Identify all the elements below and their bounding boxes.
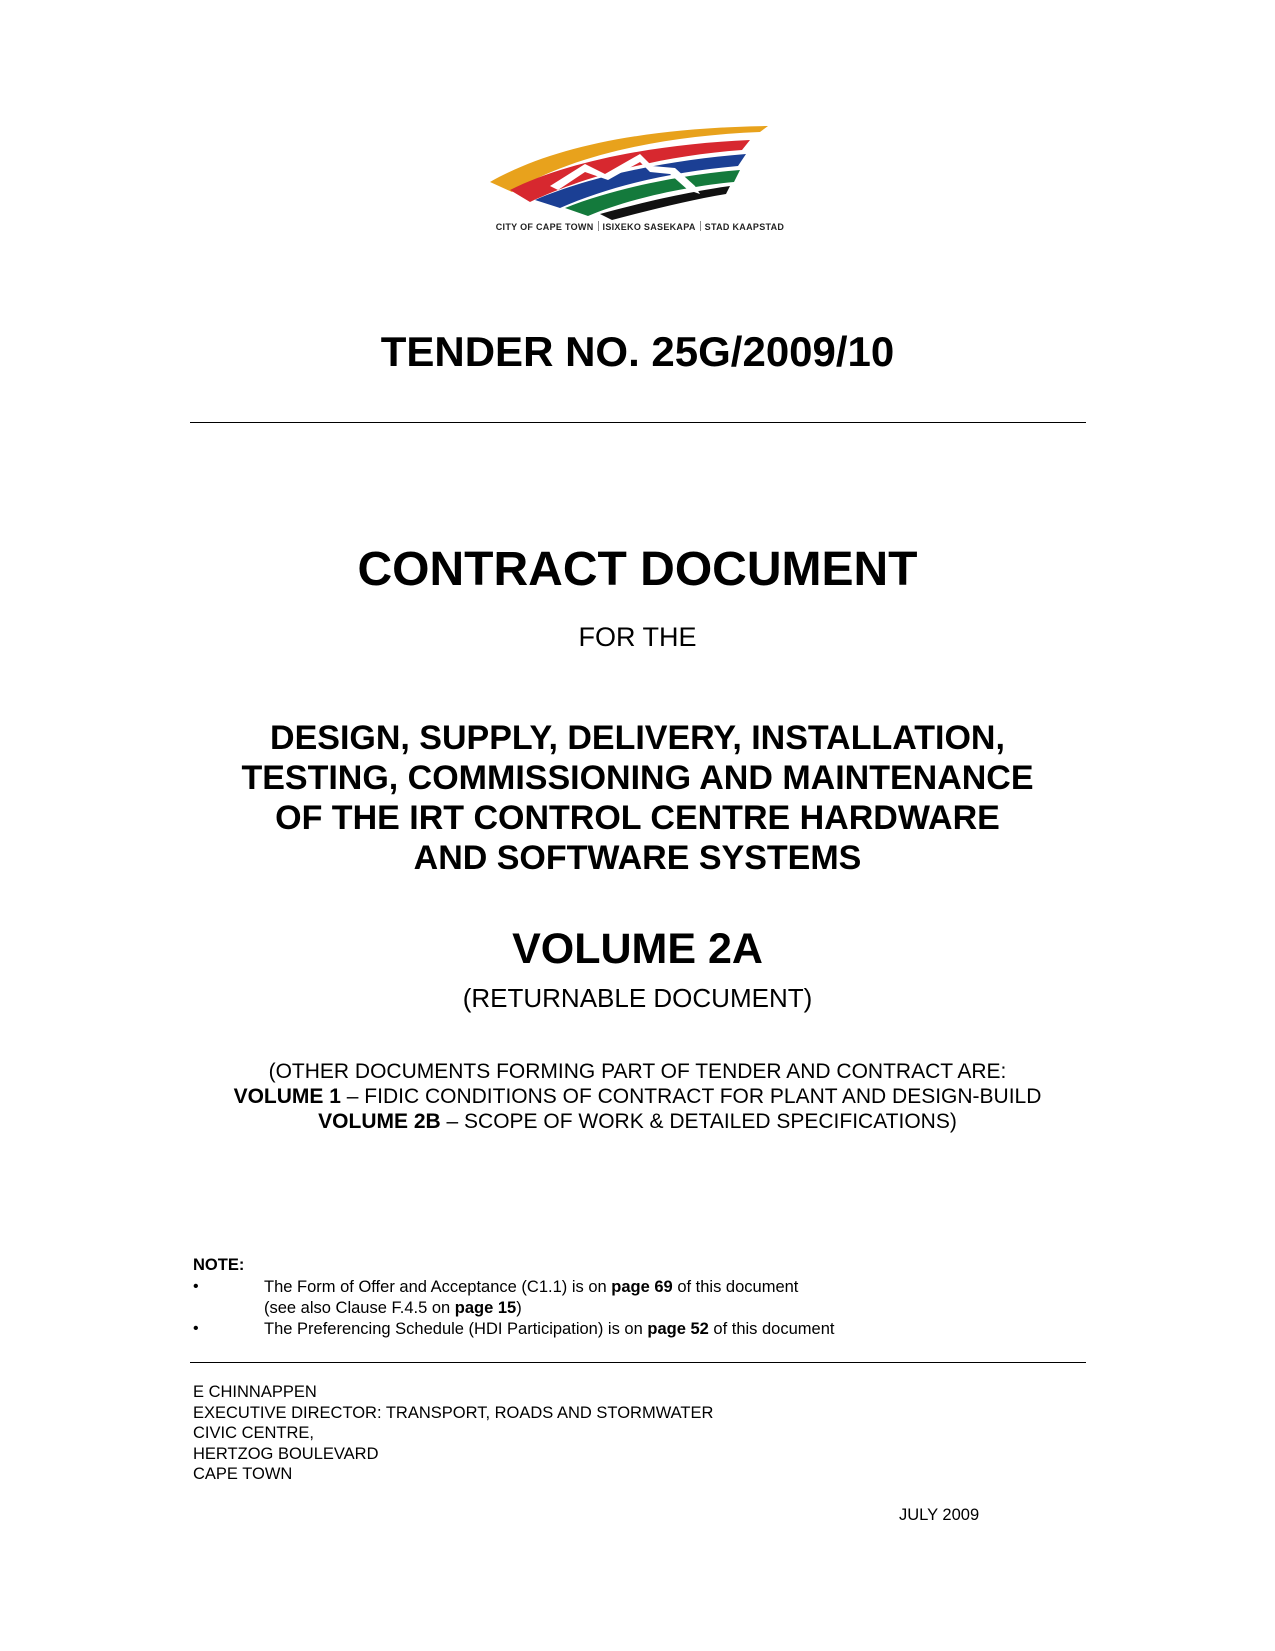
tender-number: TENDER NO. 25G/2009/10: [380, 328, 895, 375]
volume-subtitle: (RETURNABLE DOCUMENT): [462, 983, 813, 1013]
document-title: CONTRACT DOCUMENT: [357, 543, 918, 596]
address-line: CAPE TOWN: [193, 1465, 293, 1484]
project-description: [0, 718, 1275, 878]
note-item-continuation: (see also Clause F.4.5 on page 15): [264, 1299, 522, 1317]
bullet-icon: •: [193, 1278, 199, 1295]
for-the-label: FOR THE: [578, 622, 697, 652]
document-date: JULY 2009: [899, 1506, 980, 1524]
other-doc-item: VOLUME 1 – FIDIC CONDITIONS OF CONTRACT FOR PLANT AND DESIGN-BUILD: [233, 1085, 1042, 1108]
bullet-icon: •: [193, 1320, 199, 1337]
description-line: AND SOFTWARE SYSTEMS: [413, 839, 862, 877]
address-line: EXECUTIVE DIRECTOR: TRANSPORT, ROADS AND STORMWATER: [193, 1403, 714, 1422]
note-item: The Preferencing Schedule (HDI Participation) is on page 52 of this document: [264, 1320, 835, 1338]
address-line: HERTZOG BOULEVARD: [193, 1444, 379, 1463]
other-docs-intro: (OTHER DOCUMENTS FORMING PART OF TENDER AND CONTRACT ARE:: [268, 1060, 1007, 1083]
address-line: CIVIC CENTRE,: [193, 1424, 315, 1443]
note-heading: NOTE:: [193, 1256, 245, 1274]
logo-text-xhosa: ISIXEKO SASEKAPA: [602, 222, 696, 232]
volume-title: VOLUME 2A: [512, 925, 763, 973]
address-block: [193, 1382, 713, 1485]
address-line: E CHINNAPPEN: [193, 1383, 317, 1401]
logo-caption: [490, 221, 790, 232]
note-item: The Form of Offer and Acceptance (C1.1) is on page 69 of this document: [264, 1278, 799, 1296]
description-line: TESTING, COMMISSIONING AND MAINTENANCE: [241, 759, 1034, 797]
divider-top: [190, 422, 1086, 423]
other-documents: [0, 1059, 1275, 1134]
logo-text-english: CITY OF CAPE TOWN: [495, 222, 594, 232]
divider-bottom: [190, 1362, 1086, 1363]
description-line: DESIGN, SUPPLY, DELIVERY, INSTALLATION,: [270, 719, 1005, 757]
other-doc-item: VOLUME 2B – SCOPE OF WORK & DETAILED SPECIFICATIONS): [318, 1110, 957, 1133]
description-line: OF THE IRT CONTROL CENTRE HARDWARE: [275, 799, 1000, 837]
logo-text-afrikaans: STAD KAAPSTAD: [704, 222, 785, 232]
city-of-cape-town-logo: [490, 120, 790, 230]
